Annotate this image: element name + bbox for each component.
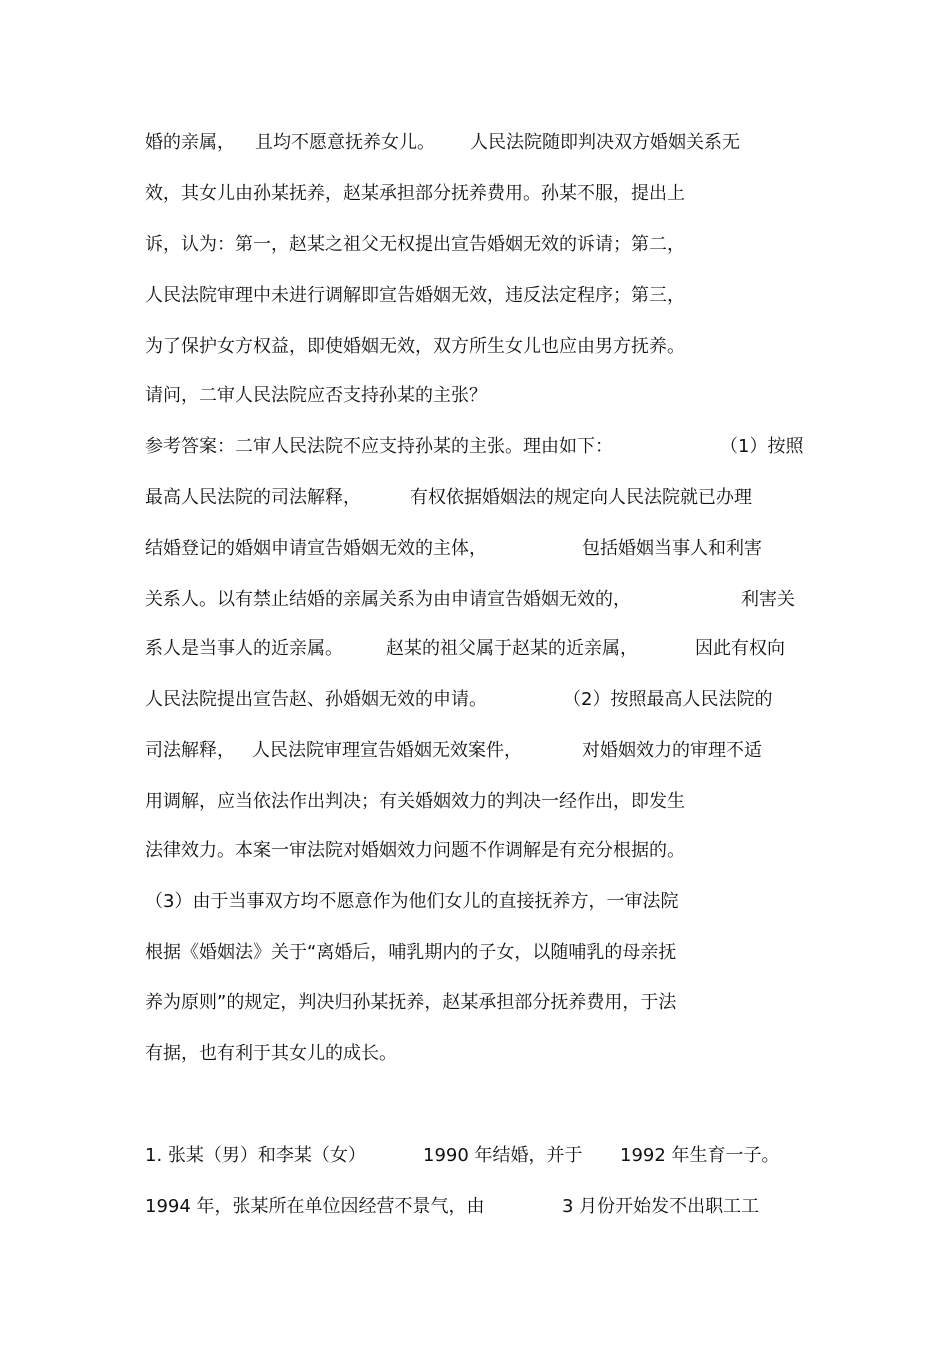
- text-line: [145, 281, 685, 311]
- text-line: [145, 1192, 759, 1222]
- text-line: [145, 938, 676, 968]
- text-segment: 最高人民法院的司法解释，: [145, 487, 361, 508]
- text-line: [145, 836, 685, 866]
- text-segment: 有据，也有利于其女儿的成长。: [145, 1043, 397, 1064]
- text-segment: 司法解释，: [145, 740, 235, 761]
- text-segment: 婚的亲属，: [145, 132, 235, 153]
- text-segment: 有权依据婚姻法的规定向人民法院就已办理: [410, 487, 752, 508]
- text-line: [145, 634, 785, 664]
- text-segment: 1992 年生育一子。: [620, 1145, 780, 1166]
- text-line: [145, 332, 685, 362]
- text-segment: 法律效力。本案一审法院对婚姻效力问题不作调解是有充分根据的。: [145, 840, 685, 861]
- text-segment: 利害关: [741, 589, 795, 610]
- text-line: [145, 432, 803, 462]
- text-line: [145, 787, 685, 817]
- text-segment: （2）按照最高人民法院的: [563, 689, 773, 710]
- text-segment: 对婚姻效力的审理不适: [582, 740, 762, 761]
- text-segment: 人民法院审理中未进行调解即宣告婚姻无效，违反法定程序；第三，: [145, 285, 685, 306]
- text-segment: 人民法院随即判决双方婚姻关系无: [470, 132, 740, 153]
- text-line: [145, 179, 685, 209]
- text-segment: 参考答案：二审人民法院不应支持孙某的主张。理由如下：: [145, 436, 613, 457]
- text-line: [145, 736, 762, 766]
- text-segment: 系人是当事人的近亲属。: [145, 638, 343, 659]
- text-line: [145, 685, 772, 715]
- text-segment: 人民法院提出宣告赵、孙婚姻无效的申请。: [145, 689, 487, 710]
- text-line: [145, 230, 685, 260]
- text-segment: 养为原则”的规定，判决归孙某抚养，赵某承担部分抚养费用，于法: [145, 992, 677, 1013]
- text-segment: 请问，二审人民法院应否支持孙某的主张？: [145, 385, 487, 406]
- text-segment: 赵某的祖父属于赵某的近亲属，: [386, 638, 638, 659]
- text-line: [145, 381, 487, 411]
- text-line: [145, 128, 740, 158]
- text-segment: 结婚登记的婚姻申请宣告婚姻无效的主体，: [145, 538, 487, 559]
- text-segment: 关系人。以有禁止结婚的亲属关系为由申请宣告婚姻无效的，: [145, 589, 631, 610]
- text-segment: 诉，认为：第一，赵某之祖父无权提出宣告婚姻无效的诉请；第二，: [145, 234, 685, 255]
- text-segment: 用调解，应当依法作出判决；有关婚姻效力的判决一经作出，即发生: [145, 791, 685, 812]
- text-line: [145, 585, 795, 615]
- text-segment: 1990 年结婚，并于: [423, 1145, 583, 1166]
- text-segment: （1）按照: [720, 436, 804, 457]
- text-line: [145, 988, 676, 1018]
- text-segment: 效，其女儿由孙某抚养，赵某承担部分抚养费用。孙某不服，提出上: [145, 183, 685, 204]
- text-line: [145, 887, 678, 917]
- text-segment: 根据《婚姻法》关于“离婚后，哺乳期内的子女，以随哺乳的母亲抚: [145, 942, 677, 963]
- text-segment: 因此有权向: [695, 638, 785, 659]
- text-segment: 3 月份开始发不出职工工: [562, 1196, 760, 1217]
- text-segment: 1994 年，张某所在单位因经营不景气，由: [145, 1196, 485, 1217]
- text-segment: 人民法院审理宣告婚姻无效案件，: [252, 740, 522, 761]
- text-segment: 包括婚姻当事人和利害: [582, 538, 762, 559]
- text-segment: 为了保护女方权益，即使婚姻无效，双方所生女儿也应由男方抚养。: [145, 336, 685, 357]
- text-segment: 且均不愿意抚养女儿。: [255, 132, 435, 153]
- text-line: [145, 483, 752, 513]
- text-segment: 1. 张某（男）和李某（女）: [145, 1145, 366, 1166]
- text-line: [145, 534, 762, 564]
- text-line: [145, 1039, 397, 1069]
- text-line: [145, 1141, 780, 1171]
- text-segment: （3）由于当事双方均不愿意作为他们女儿的直接抚养方，一审法院: [145, 891, 679, 912]
